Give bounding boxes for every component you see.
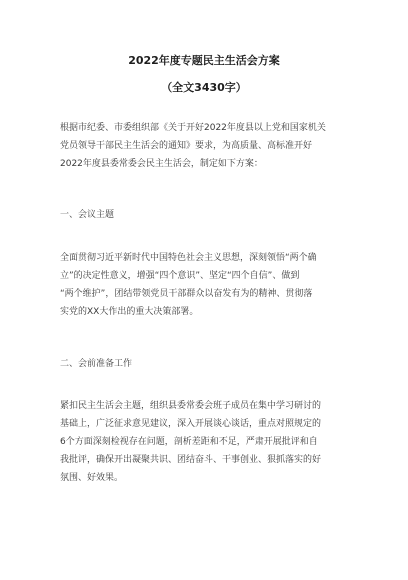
paragraph-line: 紧扣民主生活会主题，组织县委常委会班子成员在集中学习研讨的: [60, 401, 322, 411]
intro-line: 党员领导干部民主生活会的通知》要求，为高质量、高标准开好: [60, 141, 313, 151]
paragraph-line: “两个维护”，团结带领党员干部群众以奋发有为的精神、贯彻落: [60, 289, 313, 299]
paragraph-line: 立”的决定性意义，增强“四个意识”、坚定“四个自信”、做到: [60, 271, 300, 281]
paragraph-line: 全面贯彻习近平新时代中国特色社会主义思想，深刻领悟“两个确: [60, 253, 317, 263]
section-heading-preparation: 二、会前准备工作: [60, 359, 133, 369]
paragraph-line: 我批评，确保开出凝聚共识、团结奋斗、干事创业、狠抓落实的好: [60, 455, 322, 465]
document-subtitle: （全文3430字）: [161, 81, 247, 94]
paragraph-line: 6个方面深刻检视存在问题，剖析差距和不足，严肃开展批评和自: [60, 437, 318, 447]
preparation-paragraph: [60, 397, 350, 487]
paragraph-line: 实党的XX大作出的重大决策部署。: [60, 307, 199, 317]
section-heading-meeting-theme: 一、会议主题: [60, 210, 115, 220]
intro-paragraph: [60, 119, 350, 173]
intro-line: 根据市纪委、市委组织部《关于开好2022年度县以上党和国家机关: [60, 123, 326, 133]
intro-line: 2022年度县委常委会民主生活会，制定如下方案：: [60, 159, 263, 169]
paragraph-line: 基础上，广泛征求意见建议，深入开展谈心谈话，重点对照规定的: [60, 419, 322, 429]
paragraph-line: 氛围、好效果。: [60, 473, 124, 483]
document-title: 2022年度专题民主生活会方案: [128, 54, 280, 67]
meeting-theme-paragraph: [60, 249, 350, 321]
